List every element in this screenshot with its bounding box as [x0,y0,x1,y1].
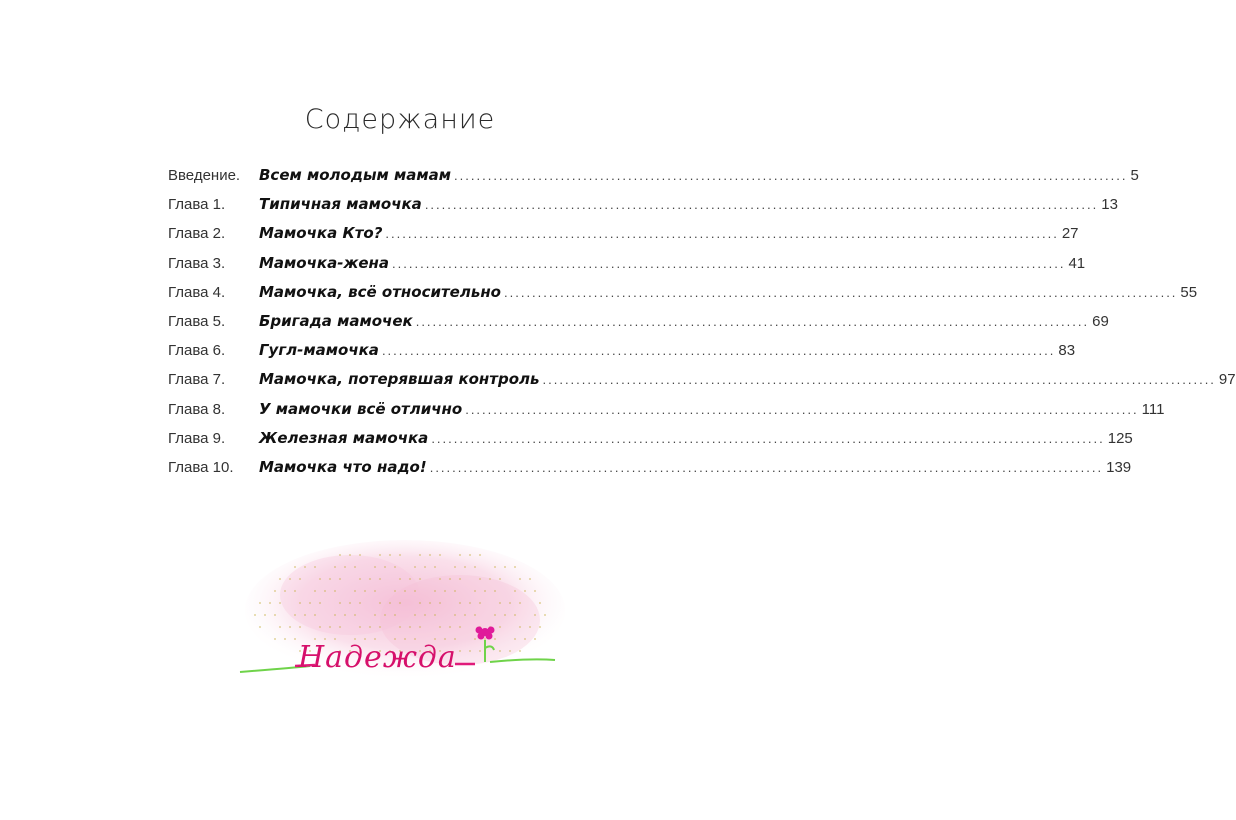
toc-chapter-title: Всем молодым мамам [259,166,452,184]
toc-chapter-title: Мамочка Кто? [259,224,383,243]
toc-page-number: 27 [1061,225,1079,243]
toc-entry [168,370,1236,399]
toc-entry [168,311,1109,341]
toc-entry [168,253,1086,283]
toc-page-number: 41 [1068,254,1086,272]
toc-dot-leader: ........................................................................................................................ [454,168,1128,183]
toc-page-number: 13 [1101,196,1118,214]
toc-chapter-title: Железная мамочка [259,428,429,447]
toc-chapter-label: Глава 7. [168,371,226,389]
toc-chapter-title: Мамочка, всё относительно [259,282,501,301]
table-of-contents [168,166,1236,487]
toc-dot-leader: ........................................................................................................................ [542,372,1216,388]
toc-dot-leader: ........................................................................................................................ [465,401,1139,417]
toc-page-number: 5 [1130,167,1139,184]
toc-entry [168,195,1118,224]
toc-dot-leader: ........................................................................................................................ [392,255,1066,271]
toc-chapter-label: Глава 5. [168,312,226,330]
toc-chapter-title: Бригада мамочек [259,311,413,330]
toc-chapter-title: У мамочки всё отлично [259,399,463,418]
toc-chapter-label: Глава 3. [168,254,226,272]
toc-chapter-title: Гугл-мамочка [259,341,379,360]
toc-page-number: 111 [1141,400,1165,418]
toc-chapter-label: Глава 10. [168,458,234,476]
toc-entry [168,224,1079,253]
toc-dot-leader: ........................................................................................................................ [504,284,1178,300]
toc-chapter-label: Введение. [168,167,241,184]
toc-entry [168,457,1132,487]
toc-chapter-label: Глава 2. [168,225,226,243]
toc-chapter-title: Мамочка, потерявшая контроль [259,370,540,389]
toc-page-number: 139 [1106,458,1132,476]
toc-chapter-label: Глава 9. [168,429,226,447]
toc-dot-leader: ........................................................................................................................ [381,343,1056,359]
toc-entry [168,166,1139,195]
toc-page-number: 69 [1092,312,1109,330]
toc-chapter-label: Глава 6. [168,342,226,360]
toc-dot-leader: ........................................................................................................................ [424,197,1099,213]
toc-entry [168,341,1076,370]
toc-dot-leader: ........................................................................................................................ [431,430,1105,446]
publisher-logo: Надежда [298,640,457,675]
toc-chapter-label: Глава 4. [168,283,226,301]
toc-chapter-title: Мамочка-жена [259,253,390,272]
toc-chapter-label: Глава 8. [168,400,226,418]
page-title: Содержание [304,104,496,135]
toc-page-number: 55 [1180,283,1198,301]
toc-page-number: 83 [1058,342,1076,360]
toc-entry [168,428,1133,458]
toc-dot-leader: ........................................................................................................................ [385,226,1059,242]
toc-entry [168,399,1165,429]
toc-chapter-title: Типичная мамочка [259,195,422,214]
toc-chapter-title: Мамочка что надо! [259,457,427,476]
toc-dot-leader: ........................................................................................................................ [415,313,1090,329]
toc-page-number: 125 [1107,429,1133,447]
toc-chapter-label: Глава 1. [168,196,226,214]
toc-entry [168,282,1198,312]
toc-dot-leader: ........................................................................................................................ [429,459,1104,475]
toc-page-number: 97 [1218,371,1236,389]
